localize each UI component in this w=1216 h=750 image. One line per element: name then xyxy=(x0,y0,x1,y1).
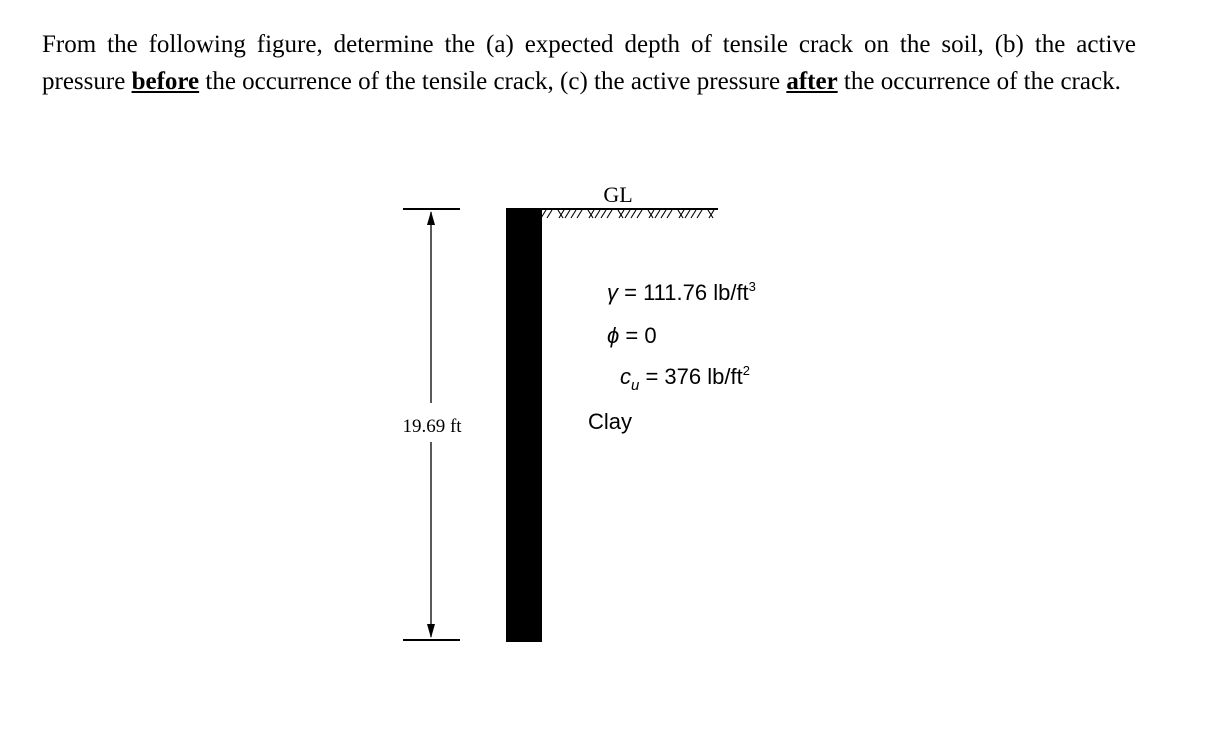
arrow-down-icon xyxy=(427,624,435,638)
hatch-mark xyxy=(571,210,576,218)
hatch-mark xyxy=(601,210,606,218)
hatch-mark xyxy=(649,210,654,218)
hatch-mark xyxy=(559,210,564,218)
hatch-mark xyxy=(625,210,630,218)
hatch-mark xyxy=(577,210,582,218)
hatch-mark xyxy=(589,210,594,218)
hatch-mark xyxy=(631,210,636,218)
hatch-mark xyxy=(709,210,714,218)
hatch-mark xyxy=(595,210,600,218)
ground-label: GL xyxy=(603,182,633,207)
retaining-wall xyxy=(506,208,542,642)
soil-type-label: Clay xyxy=(588,409,633,434)
emphasis-after: after xyxy=(786,68,838,95)
hatch-mark xyxy=(708,210,713,218)
unit-weight-label: γ = 111.76 $lb/ft^3$ xyxy=(607,279,756,305)
hatch-mark xyxy=(607,210,612,218)
hatch-mark xyxy=(547,210,552,218)
arrow-up-icon xyxy=(427,211,435,225)
hatch-mark xyxy=(588,210,593,218)
hatch-mark xyxy=(618,210,623,218)
hatch-mark xyxy=(679,210,684,218)
hatch-mark xyxy=(691,210,696,218)
hatch-mark xyxy=(661,210,666,218)
hatch-mark xyxy=(565,210,570,218)
problem-text-part1: From the following figure, determine the (a) expected depth of tensile crack on the soil, (b) the active pressure xyxy=(42,31,1136,95)
problem-text-part2: the occurrence of the tensile crack, (c) the active pressure xyxy=(199,68,787,95)
friction-angle-label: ϕ = 0 xyxy=(607,323,657,348)
undrained-cohesion-label: $c_u = 376$ $lb/ft^2$ xyxy=(620,363,750,394)
hatch-mark xyxy=(685,210,690,218)
hatch-mark xyxy=(667,210,672,218)
hatch-mark xyxy=(648,210,653,218)
hatch-mark xyxy=(558,210,563,218)
hatch-mark xyxy=(619,210,624,218)
hatch-mark xyxy=(697,210,702,218)
problem-text-part3: the occurrence of the crack. xyxy=(837,68,1121,95)
hatch-mark xyxy=(678,210,683,218)
emphasis-before: before xyxy=(131,68,200,95)
ground-hatch xyxy=(541,210,714,218)
height-label: 19.69 ft xyxy=(402,416,462,437)
hatch-mark xyxy=(655,210,660,218)
hatch-mark xyxy=(637,210,642,218)
